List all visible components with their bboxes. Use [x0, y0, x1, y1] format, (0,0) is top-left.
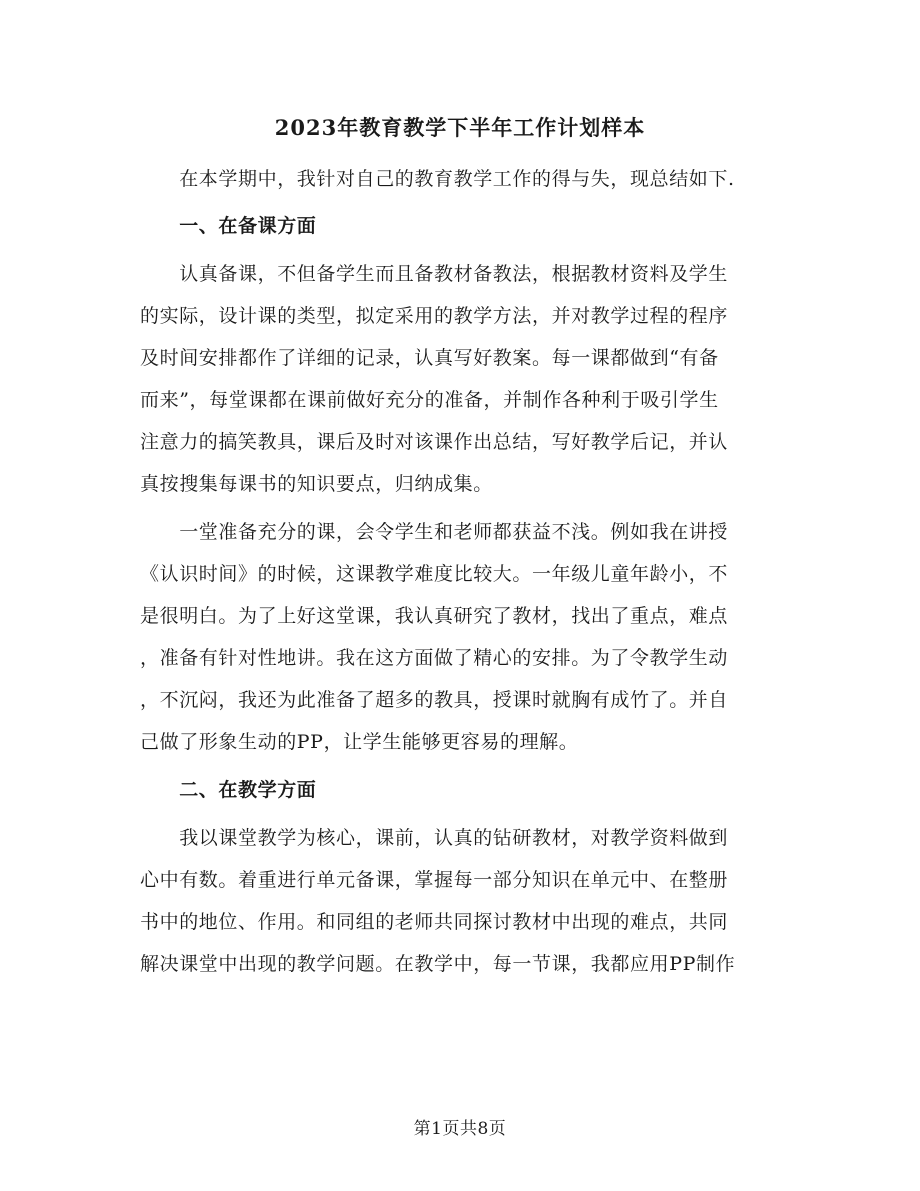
text-line: 己做了形象生动的PP，让学生能够更容易的理解。	[140, 731, 579, 753]
text-line: 的实际，设计课的类型，拟定采用的教学方法，并对教学过程的程序	[140, 305, 729, 327]
text-line: ，不沉闷，我还为此准备了超多的教具，授课时就胸有成竹了。并自	[140, 689, 729, 711]
text-line: 《认识时间》的时候，这课教学难度比较大。一年级儿童年龄小，不	[140, 563, 729, 585]
text-line: ，准备有针对性地讲。我在这方面做了精心的安排。为了令教学生动	[140, 647, 729, 669]
text-line: 是很明白。为了上好这堂课，我认真研究了教材，找出了重点，难点	[140, 605, 729, 627]
text-line: 一堂准备充分的课，会令学生和老师都获益不浅。例如我在讲授	[140, 521, 729, 543]
text-line: 真按搜集每课书的知识要点，归纳成集。	[140, 473, 493, 495]
text-line: 书中的地位、作用。和同组的老师共同探讨教材中出现的难点，共同	[140, 911, 729, 933]
text-line: 认真备课，不但备学生而且备教材备教法，根据教材资料及学生	[140, 263, 729, 285]
text-line: 而来”，每堂课都在课前做好充分的准备，并制作各种利于吸引学生	[140, 389, 719, 411]
text-line: 我以课堂教学为核心，课前，认真的钻研教材，对教学资料做到	[140, 827, 729, 849]
document-title: 2023年教育教学下半年工作计划样本	[274, 115, 646, 140]
text-line: 注意力的搞笑教具，课后及时对该课作出总结，写好教学后记，并认	[140, 431, 729, 453]
text-line: 及时间安排都作了详细的记录，认真写好教案。每一课都做到“有备	[140, 347, 719, 369]
text-line: 解决课堂中出现的教学问题。在教学中，每一节课，我都应用PP制作	[140, 953, 736, 975]
paragraph-intro: 在本学期中，我针对自己的教育教学工作的得与失，现总结如下.	[140, 168, 735, 190]
section-heading-teaching: 二、在教学方面	[140, 779, 317, 801]
page-footer: 第1页共8页	[413, 1119, 507, 1139]
section-heading-lesson-prep: 一、在备课方面	[140, 215, 317, 237]
text-line: 心中有数。着重进行单元备课，掌握每一部分知识在单元中、在整册	[140, 869, 729, 891]
